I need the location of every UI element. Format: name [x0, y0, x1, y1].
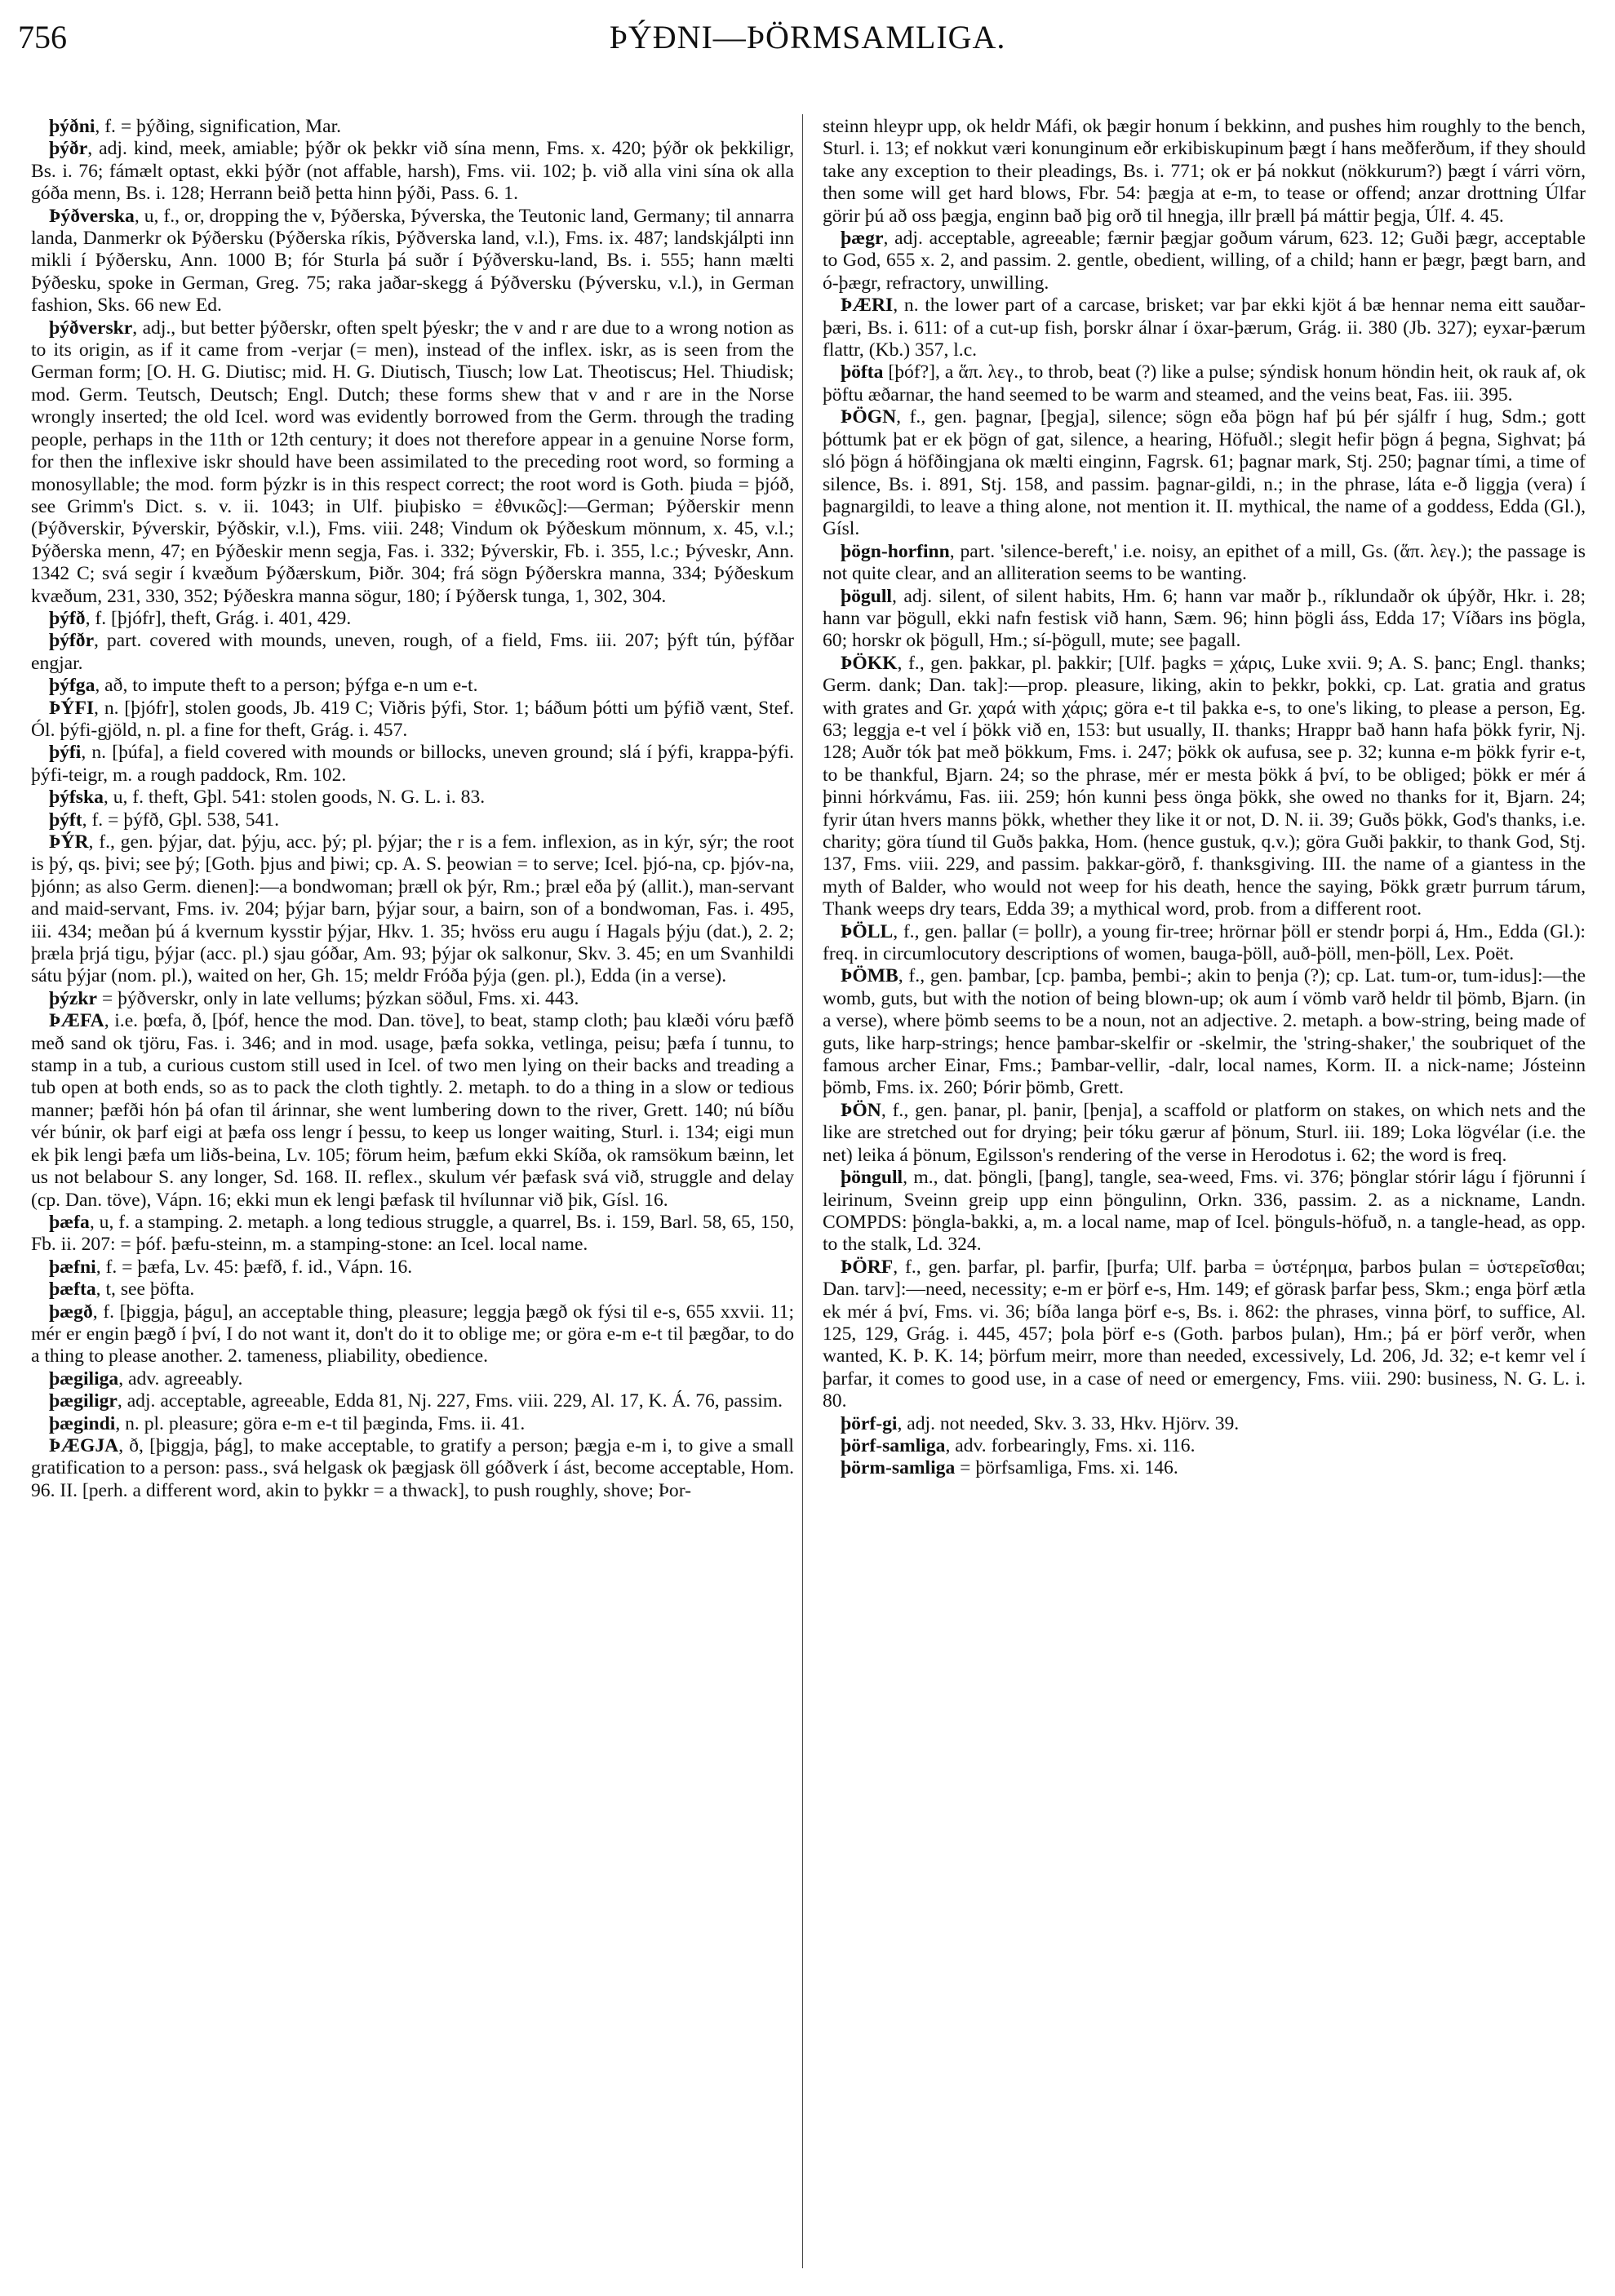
- entry-headword: þæfta: [49, 1279, 96, 1301]
- entry-headword: þægr: [841, 228, 884, 250]
- entry-definition: , n. [þúfa], a field covered with mounds or billocks, uneven ground; slá í þýfi, krappa-þýfi. þýfi-teigr, m. a rough paddock, Rm. 102.: [31, 742, 794, 786]
- entry-definition: , adj. silent, of silent habits, Hm. 6; hann var maðr þ., ríklundaðr ok úþýðr, Hkr. i. 28; hann var þögull, ekki nafn festisk við hann, Sæm. 96; hinn þögli áss, Edda 17; Víðars ins þögla, 60; horskr ok þögull, Hm.; sí-þögull, mute; see þagall.: [823, 585, 1586, 652]
- dictionary-entry: [823, 1167, 1586, 1257]
- entry-definition: , adj. not needed, Skv. 3. 33, Hkv. Hjörv. 39.: [897, 1412, 1240, 1434]
- dictionary-entry: [31, 809, 794, 831]
- entry-definition: , f. = þýfð, Gþl. 538, 541.: [82, 809, 280, 831]
- entry-headword: þýfðr: [49, 630, 95, 652]
- dictionary-entry: [823, 295, 1586, 361]
- running-title: ÞÝÐNI—ÞÖRMSAMLIGA.: [609, 19, 1006, 55]
- entry-headword: ÞÖN: [841, 1099, 881, 1121]
- entry-headword: þýðni: [49, 116, 95, 137]
- dictionary-entry: [31, 608, 794, 630]
- entry-definition: , adj. acceptable, agreeable; færnir þægjar goðum várum, 623. 12; Guði þægr, acceptable to God, 655 x. 2, and passim. 2. gentle, obedient, willing, of a child; hann er þægr, þægt barn, and ó-þægr, refractory, unwilling.: [823, 228, 1586, 294]
- entry-headword: þýfð: [49, 607, 86, 629]
- entry-continuation: [823, 116, 1586, 228]
- dictionary-entry: [31, 1010, 794, 1212]
- dictionary-entry: [31, 138, 794, 205]
- dictionary-entry: [31, 988, 794, 1010]
- entry-definition: , adv. agreeably.: [118, 1367, 243, 1390]
- entry-definition: , ð, [þiggja, þág], to make acceptable, to gratify a person; þægja e-m i, to give a small gratification to a person: pass., svá helgask ok þægjask öll góðverk í ást, become acceptable, Hom. 96. II. [perh. a different word, akin to þykkr = a thwack], to push roughly, shove; Þor-: [31, 1434, 794, 1501]
- entry-definition: steinn hleypr upp, ok heldr Máfi, ok þægir honum í bekkinn, and pushes him roughly to the bench, Sturl. i. 13; ef nokkut væri konunginum eðr erkibiskupinum þægt í hans meðferðum, if they should take any exception to their pleadings, Bs. i. 771; ok er þá nokkut (nökkurum?) þægt í várri vörn, then some will get hard blows, Fbr. 54: þægja at e-m, to tease or offend; anzar drottning Úlfar görir þú að oss þægja, enginn bað þig orð til hnegja, illr þræll þá máttir þegja, Úlf. 4. 45.: [823, 116, 1586, 227]
- left-column: [31, 116, 794, 1502]
- entry-headword: ÞÝFI: [49, 697, 95, 719]
- dictionary-entry: [31, 1413, 794, 1435]
- dictionary-entry: [31, 116, 794, 138]
- entry-headword: þörf-samliga: [841, 1434, 946, 1456]
- dictionary-entry: [31, 1390, 794, 1412]
- entry-headword: þýzkr: [49, 987, 97, 1009]
- entry-headword: ÞÖLL: [841, 920, 894, 942]
- entry-definition: , u, f. a stamping. 2. metaph. a long tedious struggle, a quarrel, Bs. i. 159, Barl. 58, 65, 150, Fb. ii. 207: = þóf. þæfu-steinn, m. a stamping-stone: an Icel. local name.: [31, 1211, 794, 1256]
- entry-headword: Þýðverska: [49, 205, 135, 227]
- entry-headword: þörf-gi: [841, 1412, 898, 1434]
- entry-headword: þöngull: [841, 1167, 903, 1189]
- dictionary-entry: [31, 1301, 794, 1368]
- entry-headword: ÞÆGJA: [49, 1434, 119, 1456]
- entry-headword: þýfga: [49, 675, 95, 697]
- entry-headword: þægiliga: [49, 1367, 119, 1390]
- entry-definition: , i.e. þœfa, ð, [þóf, hence the mod. Dan. töve], to beat, stamp cloth; þau klæði vóru þæfð með sand ok tjöru, Fas. i. 346; and in mod. usage, þæfa sokka, vetlinga, peisu; þæfa í tunnu, to stamp in a tub, a curious custom still used in Icel. of two men lying on their backs and treading a tub open at both ends, so as to pack the cloth tightly. 2. metaph. to do a thing in a slow or tedious manner; þæfði hón þá ofan til árinnar, she went lumbering down to the river, Grett. 140; nú bíðu vér búnir, ok þarf eigi at þæfa oss lengr í þessu, to keep us longer waiting, Sturl. i. 134; eigi mun ek þik lengi þæfa um liðs-beina, Lv. 105; förum heim, þæfum ekki Skíða, ok ramsökum bæinn, let us not belabour S. any longer, Sd. 168. II. reflex., skulum vér þæfask svá við, struggle and delay (cp. Dan. töve), Vápn. 16; ekki mun ek lengi þæfask til hvílunnar við þik, Gísl. 16.: [31, 1010, 794, 1211]
- entry-headword: þögn-horfinn: [841, 540, 950, 562]
- dictionary-entry: [31, 831, 794, 988]
- dictionary-entry: [823, 1435, 1586, 1457]
- dictionary-entry: [823, 1457, 1586, 1479]
- entry-definition: , f. = þýðing, signification, Mar.: [95, 116, 342, 137]
- dictionary-entry: [823, 1413, 1586, 1435]
- entry-definition: [þóf?], a ἅπ. λεγ., to throb, beat (?) like a pulse; sýndisk honum höndin heit, ok rauk af, ok þöftu æðarnar, the hand seemed to be warm and steamed, and the veins beat, Fas. iii. 395.: [823, 361, 1586, 406]
- entry-definition: , part. covered with mounds, uneven, rough, of a field, Fms. iii. 207; þýft tún, þýfðar engjar.: [31, 630, 794, 674]
- entry-definition: , f., gen. þagnar, [þegja], silence; sögn eða þögn haf þú þér sjálfr í hug, Sdm.; gott þóttumk þat er ek þögn of gat, silence, a hearing, Höfuðl.; slegit hefir þögn á þegna, Sighvat; þá sló þögn á höfðingjana ok mælti einginn, Fagrsk. 61; þagnar mark, Stj. 250; þagnar tími, a time of silence, Bs. i. 891, Stj. 158, and passim. þagnar-gildi, n.; in the phrase, láta e-ð liggja (vera) í þagnargildi, to leave a thing alone, not mention it. II. mythical, the name of a goddess, Edda (Gl.), Gísl.: [823, 406, 1586, 540]
- entry-definition: , n. [þjófr], stolen goods, Jb. 419 C; Viðris þýfi, Stor. 1; báðum þótti um þýfið vænt, Stef. Ól. þýfi-gjöld, n. pl. a fine for theft, Grág. i. 457.: [31, 697, 794, 741]
- page-number: 756: [18, 19, 67, 55]
- entry-definition: , f., gen. þanar, pl. þanir, [þenja], a scaffold or platform on stakes, on which nets and the like are stretched out for drying; þeir tóku gærur af þönum, Sturl. iii. 189; Loka lögvélar (i.e. the net) leika á þönum, Egilsson's rendering of the verse in Herodotus i. 62; the word is freq.: [823, 1099, 1586, 1166]
- entry-definition: , m., dat. þöngli, [þang], tangle, sea-weed, Fms. vi. 376; þönglar stórir lágu í fjörunni í leirinum, Sveinn greip upp einn þöngulinn, Orkn. 336, passim. 2. as a nickname, Landn. COMPDS: þöngla-bakki, a, m. a local name, map of Icel. þönguls-höfuð, n. a tangle-head, as opp. to the stalk, Ld. 324.: [823, 1167, 1586, 1256]
- entry-headword: þæfni: [49, 1256, 96, 1278]
- dictionary-entry: [823, 586, 1586, 653]
- dictionary-entry: [31, 1435, 794, 1502]
- entry-headword: þýft: [49, 809, 82, 831]
- entry-definition: , n. pl. pleasure; göra e-m e-t til þæginda, Fms. ii. 41.: [115, 1412, 526, 1434]
- entry-headword: þægindi: [49, 1412, 116, 1434]
- dictionary-entry: [31, 1368, 794, 1390]
- entry-headword: ÞÖMB: [841, 965, 898, 987]
- dictionary-entry: [823, 406, 1586, 540]
- entry-definition: , u, f., or, dropping the v, Þýðerska, Þýverska, the Teutonic land, Germany; til annarra landa, Danmerkr ok Þýðersku (Þýðerska ríkis, Þýðverska land, v.l.), Fms. ix. 487; landskjálpti inn mikli í Þýðersku, Ann. 1000 B; fór Sturla þá suðr í Þýðversku-land, Bs. i. 555; hann mælti Þýðesku, spoke in German, Greg. 75; raka jaðar-skegg á Þýðversku (Þýversku, v.l.), in German fashion, Sks. 66 new Ed.: [31, 205, 794, 317]
- entry-headword: ÞÝR: [49, 831, 89, 853]
- entry-definition: , adj. acceptable, agreeable, Edda 81, Nj. 227, Fms. viii. 229, Al. 17, K. Á. 76, passim.: [117, 1390, 783, 1412]
- entry-headword: ÞÖGN: [841, 406, 897, 428]
- dictionary-entry: [31, 317, 794, 608]
- dictionary-entry: [31, 787, 794, 809]
- entry-headword: þægð: [49, 1301, 93, 1323]
- entry-headword: ÞÆFA: [49, 1010, 104, 1032]
- entry-headword: ÞÖRF: [841, 1256, 894, 1278]
- dictionary-entry: [31, 675, 794, 697]
- dictionary-entry: [31, 1212, 794, 1257]
- entry-headword: þýfi: [49, 742, 82, 764]
- entry-definition: = þörfsamliga, Fms. xi. 146.: [955, 1457, 1178, 1479]
- entry-definition: , f., gen. þambar, [cp. þamba, þembi-; akin to þenja (?); cp. Lat. tum-or, tum-idus]:—the womb, guts, but with the notion of being blown-up; ok aum í vömb varð heldr til þömb, Bjarn. (in a verse), where þömb seems to be a noun, not an adjective. 2. metaph. a bow-string, being made of guts, like harp-strings; hence þambar-skelfir or -skelmir, the 'string-shaker,' the soubriquet of the famous archer Einar, Fms.; Þambar-vellir, -dalr, local names, Korm. II. a nick-name; Jósteinn þömb, Fms. ix. 260; Þórir þömb, Grett.: [823, 965, 1586, 1099]
- dictionary-entry: [31, 742, 794, 787]
- entry-definition: , f., gen. þallar (= þollr), a young fir-tree; hrörnar þöll er stendr þorpi á, Hm., Edda (Gl.): freq. in circumlocutory descriptions of women, bauga-þöll, auð-þöll, men-þöll, Lex. Poët.: [823, 920, 1586, 965]
- right-column: [823, 116, 1586, 1480]
- dictionary-entry: [823, 1257, 1586, 1413]
- dictionary-entry: [823, 921, 1586, 966]
- entry-definition: , n. the lower part of a carcase, brisket; var þar ekki kjöt á bæ hennar nema eitt sauðar-þæri, Bs. i. 611: of a cut-up fish, þorskr álnar í öxar-þærum, Grág. ii. 380 (Jb. 327); eyxar-þærum flattr, (Kb.) 357, l.c.: [823, 295, 1586, 361]
- entry-definition: , f. [þjófr], theft, Grág. i. 401, 429.: [85, 607, 352, 629]
- dictionary-entry: [31, 206, 794, 317]
- entry-headword: þögull: [841, 585, 892, 607]
- entry-definition: , f. = þæfa, Lv. 45: þæfð, f. id., Vápn. 16.: [95, 1256, 413, 1278]
- entry-definition: , f., gen. þýjar, dat. þýju, acc. þý; pl. þýjar; the r is a fem. inflexion, as in kýr, sýr; the root is þý, qs. þivi; see þý; [Goth. þjus and þiwi; cp. A. S. þeowian = to serve; Icel. þjó-na, cp. þjóv-na, þjónn; as also Germ. dienen]:—a bondwoman; þræll ok þýr, Rm.; þræl eða þý (allit.), man-servant and maid-servant, Fms. iv. 204; þýjar barn, þýjar sour, a bairn, son of a bondwoman, Fas. i. 495, iii. 434; meðan þú á kvernum kysstir þýjar, Hkv. 1. 35; hvöss eru augu í Hagals þýju (dat.), 2. 2; þræla þrjá tigu, þýjar (acc. pl.) sjau góðar, Am. 93; þýjar ok salkonur, Skv. 3. 45; en um Svanhildi sátu þýjar (nom. pl.), waited on her, Gh. 15; meldr Fróða þýja (gen. pl.), Edda (in a verse).: [31, 831, 794, 987]
- entry-headword: þýfska: [49, 787, 104, 809]
- dictionary-entry: [823, 228, 1586, 295]
- entry-headword: þýðverskr: [49, 317, 133, 339]
- entry-definition: , adj., but better þýðerskr, often spelt þýeskr; the v and r are due to a wrong notion as to its origin, as if it came from -verjar (= men), instead of the inflex. iskr, as is seen from the German form; [O. H. G. Diutisc; mid. H. G. Diutisch, Tiusch; low Lat. Theotiscus; Hel. Thiudisk; mod. Germ. Teutsch, Deutsch; Engl. Dutch; these forms shew that v and r are in the Norse wrongly inserted; the old Icel. word was evidently borrowed from the Germ. through the trading people, perhaps in the 11th or 12th century; it does not therefore appear in a genuine Norse form, for then the inflexive iskr should have been assimilated to the preceding root word, so forming a monosyllable; the mod. form þýzkr is in this respect correct; the root word is Goth. þiuda = þjóð, see Grimm's Dict. s. v. ii. 1043; in Ulf. þiuþisko = ἐθνικῶς]:—German; Þýðerskir menn (Þýðverskir, Þýverskir, Þýðskir, v.l.), Fms. viii. 248; Vindum ok Þýðeskum mönnum, x. 45, v.l.; Þýðerska menn, 47; en Þýðeskir menn segja, Fas. i. 332; Þýverskir, Fb. i. 355, l.c.; Þýveskr, Ann. 1342 C; svá segir í kvæðum Þýðærskum, Þiðr. 304; frá sögn Þýðerskra manna, 334; Þýðeskum kvæðum, 231, 330, 352; Þýðeskra manna sögur, 180; í Þýðersk tunga, 1, 302, 304.: [31, 317, 794, 607]
- entry-definition: , adv. forbearingly, Fms. xi. 116.: [945, 1434, 1196, 1456]
- dictionary-entry: [31, 630, 794, 675]
- entry-headword: þörm-samliga: [841, 1457, 956, 1479]
- entry-headword: þæfa: [49, 1211, 90, 1233]
- dictionary-entry: [31, 698, 794, 742]
- dictionary-entry: [823, 653, 1586, 921]
- dictionary-entry: [823, 541, 1586, 586]
- entry-definition: , part. 'silence-bereft,' i.e. noisy, an epithet of a mill, Gs. (ἅπ. λεγ.); the passage is not quite clear, and an alliteration seems to be wanting.: [823, 540, 1586, 585]
- entry-headword: þöfta: [841, 361, 884, 383]
- entry-definition: , t, see þöfta.: [95, 1279, 195, 1301]
- dictionary-entry: [31, 1279, 794, 1301]
- entry-definition: , að, to impute theft to a person; þýfga e-n um e-t.: [95, 675, 478, 697]
- entry-headword: ÞÆRI: [841, 295, 894, 317]
- column-divider: [802, 114, 803, 2268]
- entry-definition: , u, f. theft, Gþl. 541: stolen goods, N. G. L. i. 83.: [103, 787, 486, 809]
- entry-definition: , f., gen. þarfar, pl. þarfir, [þurfa; Ulf. þarba = ὑστέρημα, þarbos þulan = ὑστερεῖσθαι; Dan. tarv]:—need, necessity; e-m er þörf e-s, Hm. 149; ef görask þarfar þess, Skm.; enga þörf ætla ek mér á því, Fms. vi. 36; bíða langa þörf e-s, Bs. i. 862: the phrases, vinna þörf, to suffice, Al. 125, 129, Grág. i. 445, 457; þola þörf e-s (Goth. þarbos þulan), Hm.; þá er þörf verðr, when wanted, K. Þ. K. 14; þörfum meirr, more than needed, excessively, Ld. 206, Jd. 32; e-t kemr vel í þarfar, it comes to good use, in a case of need or emergency, Fms. viii. 290: business, N. G. L. i. 80.: [823, 1256, 1586, 1412]
- entry-definition: = þýðverskr, only in late vellums; þýzkan söðul, Fms. xi. 443.: [96, 987, 579, 1009]
- dictionary-entry: [823, 965, 1586, 1099]
- entry-definition: , f., gen. þakkar, pl. þakkir; [Ulf. þagks = χάρις, Luke xvii. 9; A. S. þanc; Engl. thanks; Germ. dank; Dan. tak]:—prop. pleasure, liking, akin to þekkr, þokki, cp. Lat. gratia and gratus with grates and Gr. χαρά with χάρις; göra e-t til þakka e-s, to one's liking, to please a person, Eg. 63; leggja e-t vel í þökk við en, 153: but usually, II. thanks; Hrappr bað hann hafa þökk fyrir, Nj. 128; Auðr tók þat með þökkum, Fms. i. 247; þökk ok aufusa, see p. 32; kunna e-m þökk fyrir e-t, to be thankful, Bjarn. 24; so the phrase, mér er mesta þökk á því, to be obliged; þökk er mér á þinni hórkvámu, Fas. iii. 259; hón kunni þess önga þökk, she owed no thanks for it, Bjarn. 24; fyrir útan hvers manns þökk, whether they like it or not, D. N. ii. 39; Guðs þökk, God's thanks, i.e. charity; göra tíund til Guðs þakka, Hom. (hence gustuk, q.v.); göra Guði þakkir, to thank God, Stj. 137, Fms. viii. 229, and passim. þakkar-görð, f. thanksgiving. III. the name of a giantess in the myth of Balder, who would not weep for his death, hence the saying, Þökk grætr þurrum tárum, Thank weeps dry tears, Edda 39; a mythical word, prob. from a different root.: [823, 652, 1586, 920]
- dictionary-entry: [823, 1100, 1586, 1167]
- entry-headword: þýðr: [49, 138, 88, 160]
- entry-headword: ÞÖKK: [841, 652, 898, 674]
- entry-definition: , adj. kind, meek, amiable; þýðr ok þekkr við sína menn, Fms. x. 420; þýðr ok þekkiligr, Bs. i. 76; fámælt optast, ekki þýðr (not affable, harsh), Fms. vii. 102; þ. við alla vini sína ok alla góða menn, Bs. i. 128; Herrann beið þetta hinn þýði, Pass. 6. 1.: [31, 138, 794, 205]
- entry-definition: , f. [þiggja, þágu], an acceptable thing, pleasure; leggja þægð ok fýsi til e-s, 655 xxvii. 11; mér er engin þægð í því, I do not want it, don't do it to oblige me; or göra e-m e-t til þægðar, to do a thing to please another. 2. tameness, pliability, obedience.: [31, 1301, 794, 1367]
- dictionary-entry: [31, 1257, 794, 1279]
- entry-headword: þægiligr: [49, 1390, 118, 1412]
- dictionary-entry: [823, 361, 1586, 406]
